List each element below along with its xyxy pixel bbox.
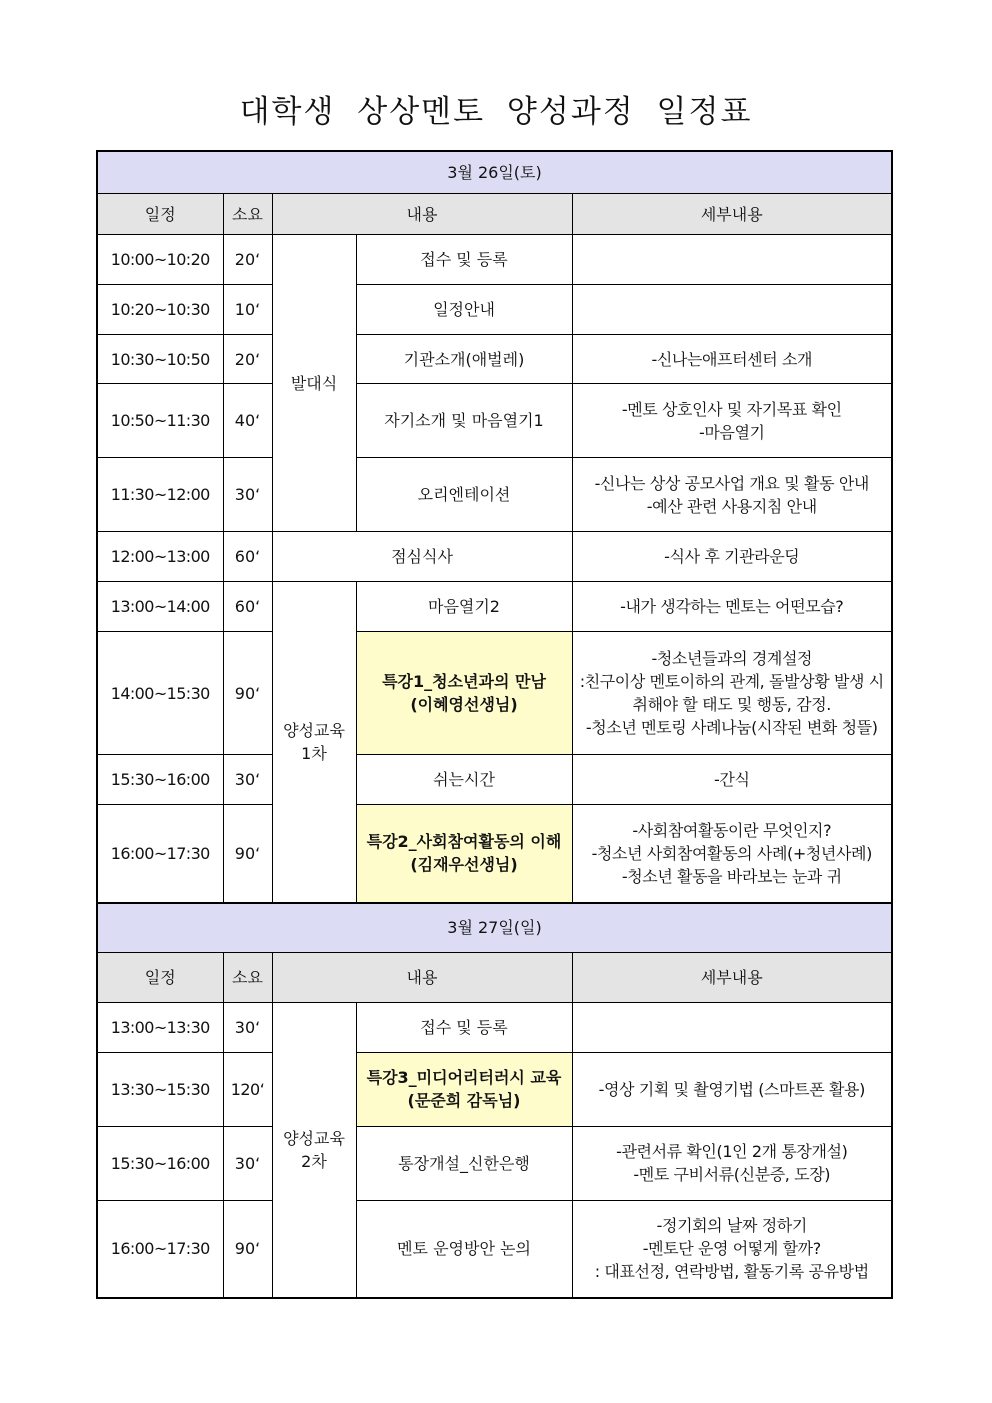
duration-cell: 120‘ (223, 1052, 272, 1126)
time-cell: 12:00~13:00 (97, 532, 223, 582)
duration-cell: 40‘ (223, 384, 272, 458)
time-cell: 15:30~16:00 (97, 755, 223, 805)
duration-cell: 90‘ (223, 1200, 272, 1298)
detail-line: 취해야 할 태도 및 행동, 감정. (632, 695, 831, 714)
content-cell: 접수 및 등록 (356, 1002, 572, 1052)
detail-line: -청소년들과의 경계설정 (651, 649, 813, 668)
detail-line: -멘토 상호인사 및 자기목표 확인 (621, 399, 842, 419)
table-row (97, 235, 892, 285)
content-cell: 쉬는시간 (356, 755, 572, 805)
table-row (97, 1002, 892, 1052)
content-line: 특강3_미디어리터러시 교육 (366, 1068, 562, 1087)
time-cell: 13:00~13:30 (97, 1002, 223, 1052)
detail-line: -간식 (714, 770, 750, 789)
detail-cell (572, 1002, 892, 1052)
table-row (97, 1126, 892, 1200)
table-row (97, 1052, 892, 1126)
content-cell-lecture (356, 1052, 572, 1126)
day1-header-row (97, 151, 892, 194)
table-row (97, 285, 892, 335)
detail-line: -사회참여활동이란 무엇인지? (632, 820, 832, 840)
time-cell: 10:50~11:30 (97, 384, 223, 458)
time-cell: 14:00~15:30 (97, 632, 223, 755)
duration-cell: 30‘ (223, 755, 272, 805)
duration-cell: 20‘ (223, 235, 272, 285)
duration-cell: 60‘ (223, 532, 272, 582)
column-header-row (97, 194, 892, 235)
detail-line: :친구이상 멘토이하의 관계, 돌발상황 발생 시 (579, 672, 884, 691)
detail-line: -청소년 사회참여활동의 사례(+청년사례) (591, 843, 872, 863)
content-cell: 점심식사 (272, 532, 572, 582)
page-title: 대학생 상상멘토 양성과정 일정표 (239, 94, 753, 130)
day2-label: 3월 27일(일) (97, 903, 892, 953)
content-line: (이혜영선생님) (410, 695, 518, 714)
detail-cell (572, 805, 892, 903)
duration-cell: 30‘ (223, 1002, 272, 1052)
time-cell: 10:20~10:30 (97, 285, 223, 335)
detail-cell (572, 384, 892, 458)
detail-line: -예산 관련 사용지침 안내 (646, 496, 817, 516)
column-header-row (97, 952, 892, 1002)
table-row (97, 1200, 892, 1298)
detail-cell (572, 458, 892, 532)
detail-cell (572, 1052, 892, 1126)
duration-cell: 90‘ (223, 632, 272, 755)
detail-cell (572, 235, 892, 285)
group-cell-opening: 발대식 (272, 235, 356, 532)
table-row (97, 805, 892, 903)
group-cell-training-1 (272, 582, 356, 903)
time-cell: 13:00~14:00 (97, 582, 223, 632)
content-line: (김재우선생님) (410, 855, 518, 875)
detail-cell (572, 285, 892, 335)
table-row (97, 632, 892, 755)
detail-line: -멘토단 운영 어떻게 할까? (642, 1239, 821, 1259)
header-time: 일정 (97, 194, 223, 235)
table-row (97, 458, 892, 532)
detail-line: -정기회의 날짜 정하기 (656, 1216, 807, 1236)
time-cell: 16:00~17:30 (97, 1200, 223, 1298)
group-line: 양성교육 (283, 720, 345, 740)
detail-line: -청소년 멘토링 사례나눔(시작된 변화 청뜰) (585, 718, 878, 737)
content-line: 특강2_사회참여활동의 이해 (366, 832, 562, 852)
duration-cell: 30‘ (223, 1126, 272, 1200)
detail-line: -식사 후 기관라운딩 (664, 547, 800, 566)
detail-line: -신나는애프터센터 소개 (651, 349, 813, 369)
content-line: 특강1_청소년과의 만남 (382, 672, 546, 691)
header-time: 일정 (97, 952, 223, 1002)
detail-cell (572, 1126, 892, 1200)
detail-line: -마음열기 (698, 422, 765, 442)
content-cell: 오리엔테이션 (356, 458, 572, 532)
detail-cell (572, 755, 892, 805)
duration-cell: 10‘ (223, 285, 272, 335)
content-cell-lecture (356, 632, 572, 755)
table-row (97, 335, 892, 384)
time-cell: 11:30~12:00 (97, 458, 223, 532)
detail-cell (572, 632, 892, 755)
content-cell: 일정안내 (356, 285, 572, 335)
detail-line: -신나는 상상 공모사업 개요 및 활동 안내 (594, 473, 869, 493)
time-cell: 16:00~17:30 (97, 805, 223, 903)
header-content: 내용 (272, 194, 572, 235)
group-line: 1차 (301, 743, 327, 763)
table-row (97, 532, 892, 582)
detail-cell (572, 1200, 892, 1298)
duration-cell: 90‘ (223, 805, 272, 903)
detail-line: -멘토 구비서류(신분증, 도장) (633, 1165, 831, 1184)
group-line: 2차 (301, 1151, 327, 1171)
content-cell: 자기소개 및 마음열기1 (356, 384, 572, 458)
detail-cell (572, 335, 892, 384)
time-cell: 15:30~16:00 (97, 1126, 223, 1200)
schedule-table (96, 150, 893, 1299)
group-line: 양성교육 (283, 1128, 345, 1148)
time-cell: 10:30~10:50 (97, 335, 223, 384)
duration-cell: 60‘ (223, 582, 272, 632)
header-duration: 소요 (223, 194, 272, 235)
group-cell-training-2 (272, 1002, 356, 1298)
header-detail: 세부내용 (572, 194, 892, 235)
detail-line: : 대표선정, 연락방법, 활동기록 공유방법 (594, 1262, 869, 1282)
detail-line: -영상 기획 및 촬영기법 (스마트폰 활용) (598, 1079, 865, 1099)
content-line: (문준희 감독님) (407, 1091, 521, 1110)
content-cell-lecture (356, 805, 572, 903)
header-detail: 세부내용 (572, 952, 892, 1002)
detail-line: -청소년 활동을 바라보는 눈과 귀 (621, 866, 842, 886)
duration-cell: 30‘ (223, 458, 272, 532)
content-cell: 마음열기2 (356, 582, 572, 632)
table-row (97, 755, 892, 805)
content-cell: 기관소개(애벌레) (356, 335, 572, 384)
detail-line: -내가 생각하는 멘토는 어떤모습? (620, 597, 844, 616)
content-cell: 접수 및 등록 (356, 235, 572, 285)
day2-header-row (97, 903, 892, 953)
day1-label: 3월 26일(토) (97, 151, 892, 194)
time-cell: 13:30~15:30 (97, 1052, 223, 1126)
header-duration: 소요 (223, 952, 272, 1002)
content-cell: 멘토 운영방안 논의 (356, 1200, 572, 1298)
header-content: 내용 (272, 952, 572, 1002)
detail-line: -관련서류 확인(1인 2개 통장개설) (616, 1142, 848, 1161)
time-cell: 10:00~10:20 (97, 235, 223, 285)
content-cell: 통장개설_신한은행 (356, 1126, 572, 1200)
detail-cell (572, 532, 892, 582)
detail-cell (572, 582, 892, 632)
duration-cell: 20‘ (223, 335, 272, 384)
table-row (97, 582, 892, 632)
table-row (97, 384, 892, 458)
